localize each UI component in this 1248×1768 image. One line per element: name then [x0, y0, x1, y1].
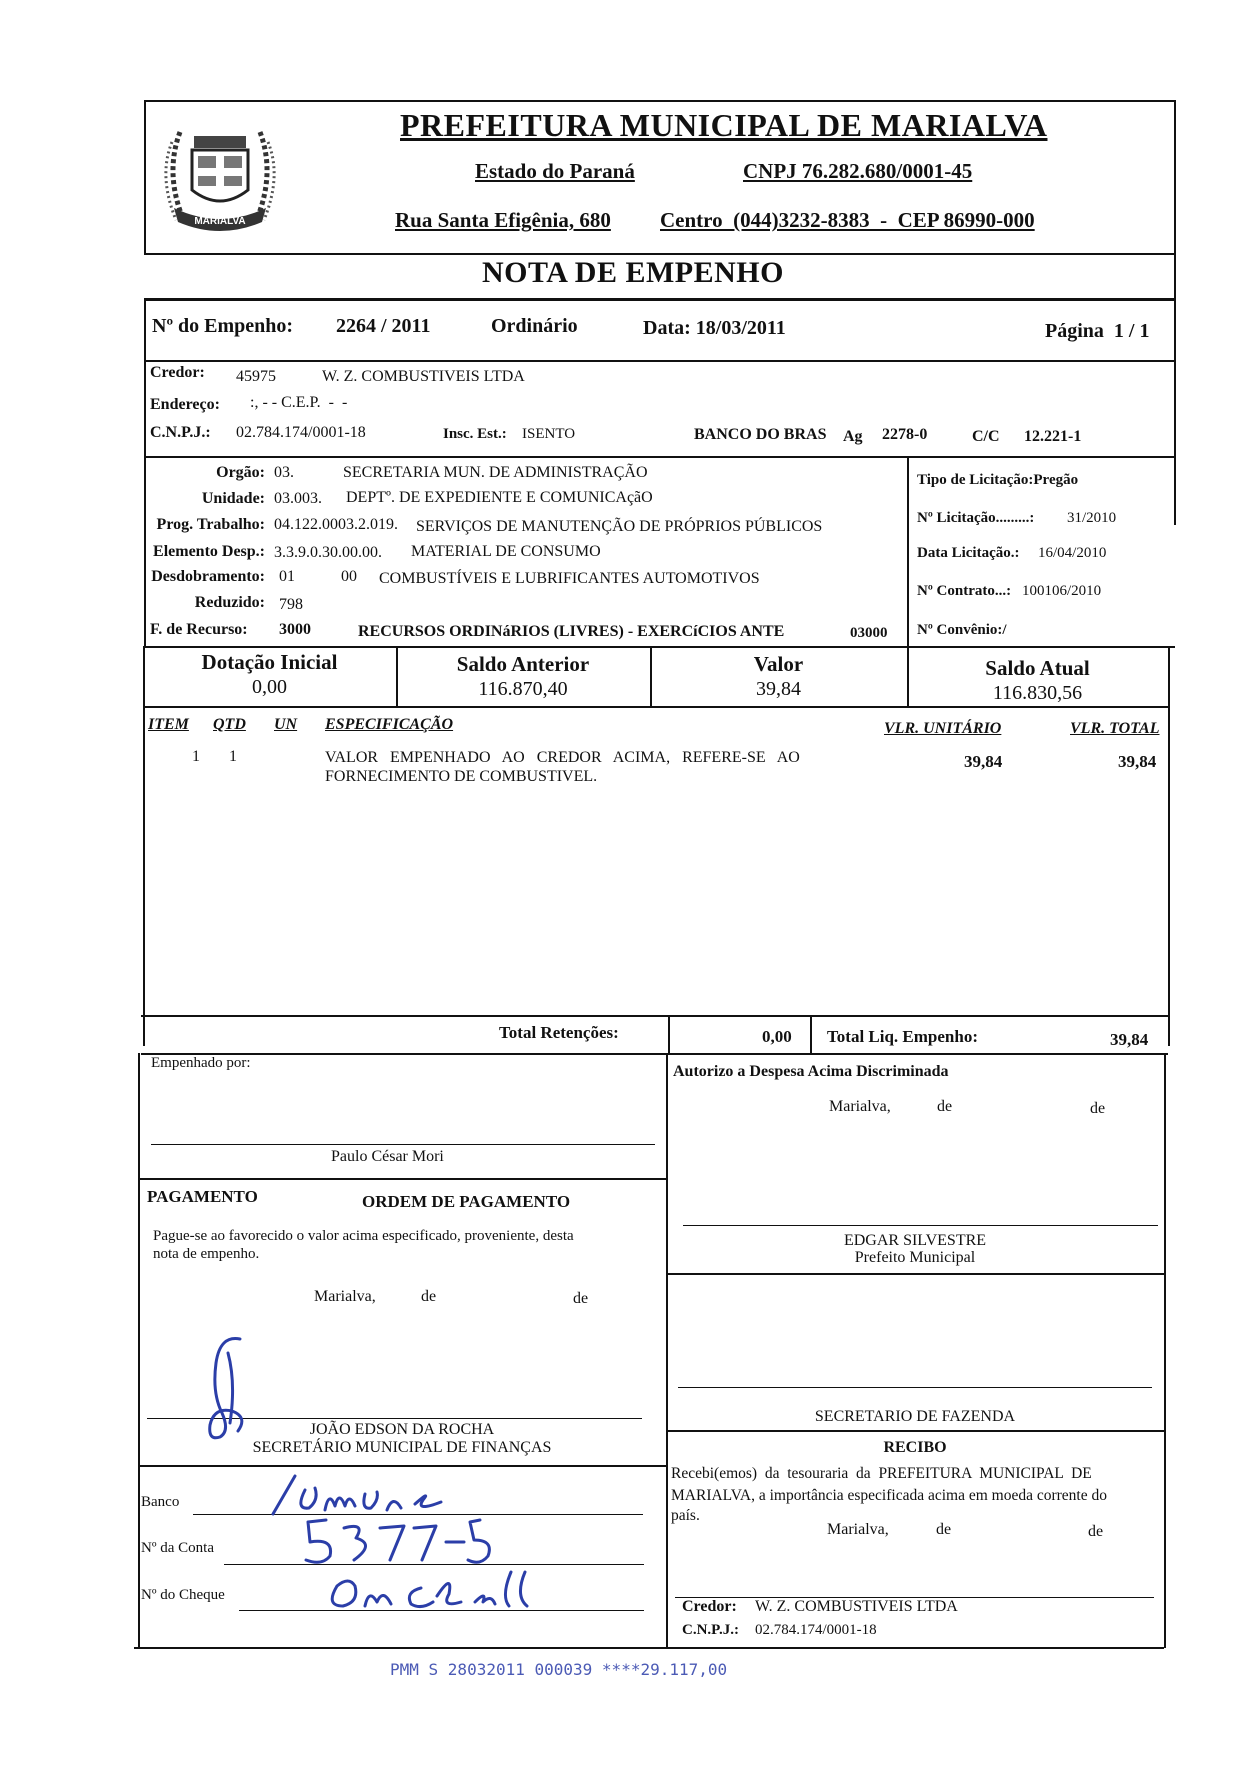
- credor-name: W. Z. COMBUSTIVEIS LTDA: [322, 368, 525, 385]
- recibo-credor-name: W. Z. COMBUSTIVEIS LTDA: [755, 1598, 958, 1615]
- prefeito-role: Prefeito Municipal: [854, 1249, 976, 1266]
- banco-label: Banco: [141, 1494, 180, 1510]
- page-indicator: Página 1 / 1: [1045, 320, 1150, 342]
- ordem-pagamento-title: ORDEM DE PAGAMENTO: [362, 1192, 571, 1211]
- empenhado-label: Empenhado por:: [151, 1055, 251, 1071]
- desdobramento-a: 01: [279, 568, 295, 585]
- divider: [666, 1430, 1164, 1432]
- valor-label: Valor: [753, 652, 804, 676]
- insc-label: Insc. Est.:: [443, 426, 507, 442]
- financas-role: SECRETÁRIO MUNICIPAL DE FINANÇAS: [252, 1439, 552, 1456]
- recibo-cnpj-label: C.N.P.J.:: [682, 1622, 739, 1638]
- insc-value: ISENTO: [522, 426, 576, 442]
- licitacao-numero-label: Nº Licitação.........:: [917, 510, 1035, 526]
- account-label: C/C: [972, 428, 1000, 445]
- bank-name: BANCO DO BRAS: [694, 426, 827, 443]
- saldo-atual-label: Saldo Atual: [985, 656, 1090, 680]
- agency-label: Ag: [843, 428, 863, 445]
- pagamento-text-2: nota de empenho.: [153, 1246, 260, 1262]
- item-qtd: 1: [229, 748, 237, 765]
- empenhado-name: Paulo César Mori: [331, 1148, 444, 1165]
- agency-number: 2278-0: [882, 426, 928, 443]
- recibo-text-3: país.: [671, 1507, 700, 1524]
- orgao-label: Orgão:: [216, 464, 265, 481]
- signature-line: [683, 1225, 1158, 1226]
- cheque-label: Nº do Cheque: [141, 1587, 225, 1603]
- credor-code: 45975: [236, 368, 276, 385]
- valor-value: 39,84: [756, 678, 801, 700]
- total-retencoes-value: 0,00: [762, 1027, 792, 1046]
- saldo-atual-value: 116.830,56: [992, 682, 1083, 704]
- licitacao-tipo: Tipo de Licitação:Pregão: [917, 472, 1079, 488]
- pagamento-place: Marialva,: [314, 1288, 376, 1305]
- col-especificacao: ESPECIFICAÇÃO: [325, 716, 454, 733]
- divider-vertical: [666, 1053, 668, 1648]
- desdobramento-b: 00: [341, 568, 357, 585]
- divider-vertical: [810, 1015, 812, 1053]
- handwriting-cheque: [325, 1566, 555, 1621]
- col-un: UN: [274, 716, 298, 733]
- pagamento-de-2: de: [573, 1290, 589, 1307]
- frame-left: [144, 298, 146, 648]
- saldo-anterior-label: Saldo Anterior: [456, 652, 590, 676]
- frame-right-top: [1174, 100, 1176, 525]
- frame-bottom: [134, 1647, 1164, 1649]
- divider-vertical: [668, 1015, 670, 1053]
- recibo-credor-label: Credor:: [682, 1598, 737, 1615]
- licitacao-numero: 31/2010: [1067, 510, 1117, 526]
- autorizo-place: Marialva,: [829, 1098, 891, 1115]
- divider: [141, 1015, 1168, 1017]
- autorizo-label: Autorizo a Despesa Acima Discriminada: [673, 1063, 949, 1080]
- prog-label: Prog. Trabalho:: [156, 516, 265, 533]
- footer-stamp: PMM S 28032011 000039 ****29.117,00: [390, 1660, 728, 1679]
- frame-right-bottom: [1164, 1053, 1166, 1648]
- pagamento-text-1: Pague-se ao favorecido o valor acima especificado, proveniente, desta: [153, 1228, 574, 1244]
- divider: [143, 646, 1175, 648]
- licitacao-data-label: Data Licitação.:: [917, 545, 1020, 561]
- recurso-label: F. de Recurso:: [150, 621, 248, 638]
- credor-cnpj: 02.784.174/0001-18: [236, 424, 366, 441]
- contrato-label: Nº Contrato...:: [917, 583, 1012, 599]
- recibo-text-1: Recebi(emos) da tesouraria da PREFEITURA MUNICIPAL DE: [671, 1465, 1092, 1482]
- recibo-de-1: de: [936, 1521, 952, 1538]
- col-unit-value: VLR. UNITÁRIO: [884, 720, 1002, 737]
- header-address: Rua Santa Efigênia, 680: [395, 208, 611, 232]
- prog-code: 04.122.0003.2.019.: [274, 516, 398, 533]
- signature-line: [151, 1144, 655, 1145]
- account-number: 12.221-1: [1024, 428, 1082, 445]
- dotacao-label: Dotação Inicial: [201, 650, 338, 674]
- credor-address: :, - - C.E.P. - -: [250, 394, 348, 411]
- prog-name: SERVIÇOS DE MANUTENÇÃO DE PRÓPRIOS PÚBLICOS: [416, 518, 823, 535]
- item-spec-line1: VALOR EMPENHADO AO CREDOR ACIMA, REFERE-SE AO: [325, 749, 800, 766]
- signature-line: [678, 1387, 1152, 1388]
- header-contact: Centro (044)3232-8383 - CEP 86990-000: [660, 208, 1035, 232]
- desdobramento-name: COMBUSTÍVEIS E LUBRIFICANTES AUTOMOTIVOS: [379, 570, 760, 587]
- divider: [143, 706, 1168, 708]
- header-state: Estado do Paraná: [475, 159, 635, 183]
- orgao-name: SECRETARIA MUN. DE ADMINISTRAÇÃO: [343, 464, 648, 481]
- recibo-cnpj: 02.784.174/0001-18: [755, 1622, 877, 1638]
- divider: [138, 1465, 666, 1467]
- recurso-code: 3000: [279, 621, 311, 638]
- unidade-name: DEPTº. DE EXPEDIENTE E COMUNICAçãO: [346, 489, 653, 506]
- recibo-place: Marialva,: [827, 1521, 889, 1538]
- divider: [144, 298, 1175, 301]
- item-unit-value: 39,84: [964, 752, 1003, 771]
- recurso-code-2: 03000: [850, 625, 888, 641]
- contrato-number: 100106/2010: [1022, 583, 1102, 599]
- dotacao-value: 0,00: [252, 676, 287, 698]
- empenho-type: Ordinário: [491, 315, 578, 337]
- divider: [144, 253, 1175, 255]
- empenho-date: Data: 18/03/2011: [643, 317, 786, 339]
- desdobramento-label: Desdobramento:: [151, 568, 265, 585]
- divider: [138, 1178, 666, 1180]
- frame-right: [1168, 646, 1170, 1046]
- recurso-name: RECURSOS ORDINáRIOS (LIVRES) - EXERCíCIOS ANTE: [358, 623, 785, 640]
- reduzido-value: 798: [279, 596, 303, 613]
- total-liquido-value: 39,84: [1110, 1030, 1149, 1049]
- total-liquido-label: Total Liq. Empenho:: [827, 1027, 978, 1046]
- empenho-number: 2264 / 2011: [336, 315, 431, 337]
- pagamento-label: PAGAMENTO: [147, 1187, 258, 1206]
- elemento-label: Elemento Desp.:: [153, 543, 265, 560]
- recibo-title: RECIBO: [883, 1439, 947, 1456]
- credor-label: Credor:: [150, 364, 205, 381]
- address-label: Endereço:: [150, 396, 220, 413]
- conta-label: Nº da Conta: [141, 1540, 214, 1556]
- empenho-label: Nº do Empenho:: [152, 315, 294, 337]
- cnpj-label: C.N.P.J.:: [150, 424, 211, 441]
- elemento-code: 3.3.9.0.30.00.00.: [274, 544, 382, 561]
- item-spec-line2: FORNECIMENTO DE COMBUSTIVEL.: [325, 768, 598, 785]
- frame-top: [144, 100, 1175, 102]
- unidade-code: 03.003.: [274, 490, 322, 507]
- divider: [144, 456, 1175, 458]
- secretario-fazenda: SECRETARIO DE FAZENDA: [814, 1408, 1016, 1425]
- item-number: 1: [192, 748, 200, 765]
- divider: [666, 1273, 1164, 1275]
- pagamento-de-1: de: [421, 1288, 437, 1305]
- col-total-value: VLR. TOTAL: [1070, 720, 1160, 737]
- col-item: ITEM: [148, 716, 189, 733]
- autorizo-de-1: de: [937, 1098, 953, 1115]
- municipal-seal: [150, 112, 290, 240]
- recibo-text-2: MARIALVA, a importância especificada acima em moeda corrente do: [671, 1487, 1107, 1504]
- frame-left-top: [144, 100, 146, 255]
- convenio-label: Nº Convênio:/: [917, 622, 1007, 638]
- item-total-value: 39,84: [1118, 752, 1157, 771]
- financas-name: JOÃO EDSON DA ROCHA: [309, 1421, 495, 1438]
- header-title: PREFEITURA MUNICIPAL DE MARIALVA: [400, 107, 1048, 143]
- saldo-anterior-value: 116.870,40: [478, 678, 568, 700]
- svg-text:MARIALVA: MARIALVA: [194, 216, 246, 227]
- document-title: NOTA DE EMPENHO: [482, 256, 784, 289]
- divider: [141, 1053, 1168, 1055]
- col-qtd: QTD: [213, 716, 246, 733]
- elemento-name: MATERIAL DE CONSUMO: [411, 543, 601, 560]
- reduzido-label: Reduzido:: [194, 594, 265, 611]
- prefeito-name: EDGAR SILVESTRE: [843, 1232, 987, 1249]
- autorizo-de-2: de: [1090, 1100, 1106, 1117]
- unidade-label: Unidade:: [201, 490, 265, 507]
- recibo-de-2: de: [1088, 1523, 1104, 1540]
- divider: [144, 360, 1175, 362]
- total-retencoes-label: Total Retenções:: [499, 1023, 619, 1042]
- orgao-code: 03.: [274, 464, 294, 481]
- frame-left-bottom: [138, 1053, 140, 1648]
- header-cnpj: CNPJ 76.282.680/0001-45: [743, 159, 973, 183]
- licitacao-data: 16/04/2010: [1038, 545, 1107, 561]
- divider-vertical: [907, 456, 909, 646]
